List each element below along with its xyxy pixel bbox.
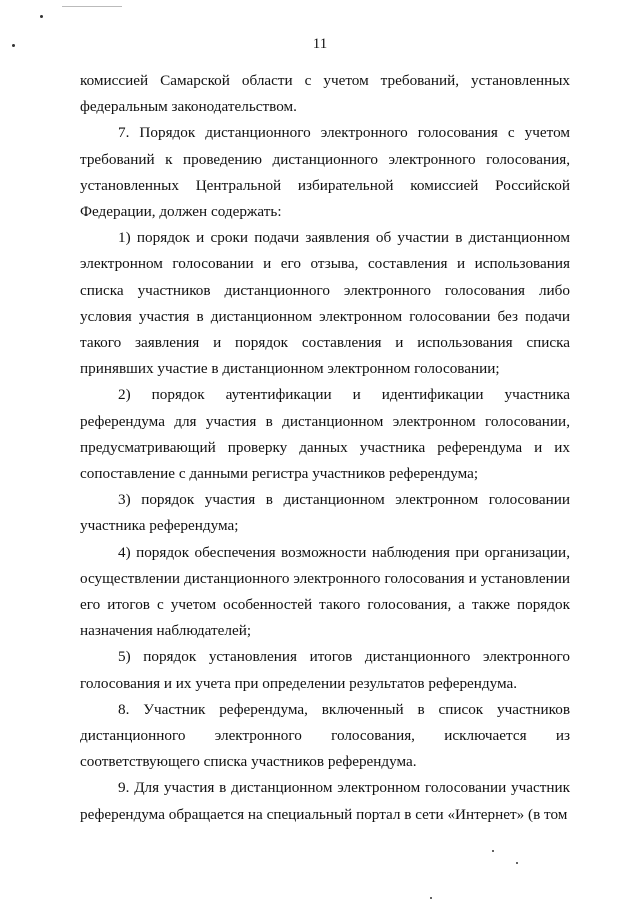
paragraph-item-9: 9. Для участия в дистанционном электронном голосовании участник референдума обращается на специальный портал в сети «Интернет» (в том	[80, 779, 570, 823]
scan-speck	[492, 850, 494, 852]
paragraph-subitem-3: 3) порядок участия в дистанционном электронном голосовании участника референдума;	[80, 491, 570, 535]
scan-speck	[40, 15, 43, 18]
scan-speck	[430, 897, 432, 899]
paragraph-subitem-5: 5) порядок установления итогов дистанционного электронного голосования и их учета при определении результатов референдума.	[80, 648, 570, 692]
paragraph-subitem-1: 1) порядок и сроки подачи заявления об участии в дистанционном электронном голосовании и его отзыва, составления и использования списка участников дистанционного электронного голосования либо условия участия в дистанционном электронном голосовании без подачи такого заявления и порядок составления и использования списка принявших участие в дистанционном электронном голосовании;	[80, 229, 570, 378]
page-number: 11	[312, 36, 328, 52]
paragraph-item-8: 8. Участник референдума, включенный в список участников дистанционного электронного голосования, исключается из соответствующего списка участников референдума.	[80, 700, 570, 771]
scan-edge-line	[62, 6, 122, 7]
document-body	[80, 68, 570, 828]
scan-speck	[516, 862, 518, 864]
paragraph-continuation: комиссией Самарской области с учетом требований, установленных федеральным законодательством.	[80, 72, 570, 116]
paragraph-item-7: 7. Порядок дистанционного электронного голосования с учетом требований к проведению дистанционного электронного голосования, установленных Центральной избирательной комиссией Российской Федерации, должен содержать:	[80, 124, 570, 221]
paragraph-subitem-2: 2) порядок аутентификации и идентификации участника референдума для участия в дистанционном электронном голосовании, предусматривающий проверку данных участника референдума и их сопоставление с данными регистра участников референдума;	[80, 386, 570, 483]
paragraph-subitem-4: 4) порядок обеспечения возможности наблюдения при организации, осуществлении дистанционного электронного голосования и установлении его итогов с учетом особенностей такого голосования, а также порядок назначения наблюдателей;	[80, 543, 570, 640]
